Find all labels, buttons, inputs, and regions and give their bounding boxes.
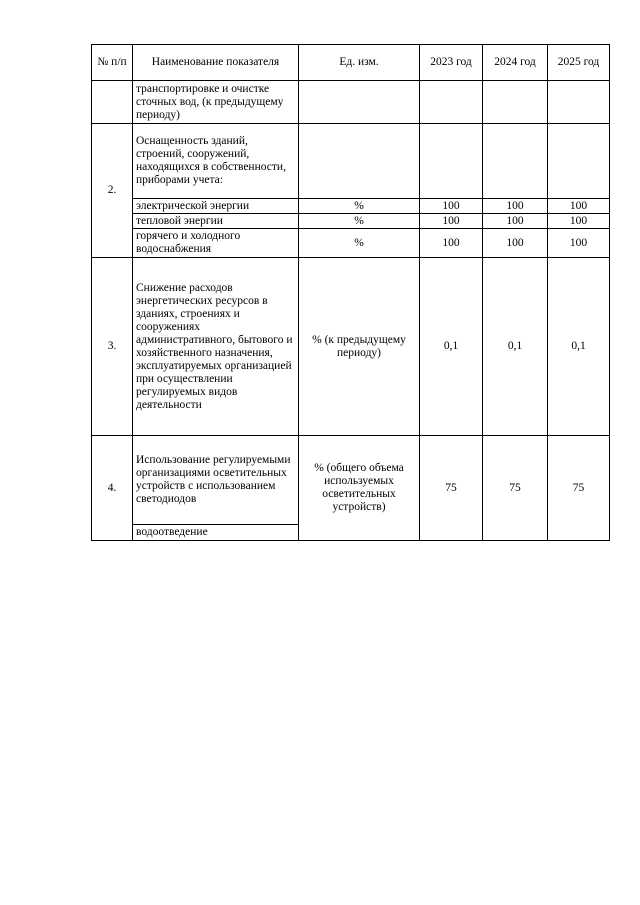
indicators-table [91,44,610,541]
table-row-3 [92,258,610,436]
cont-name: транспортировке и очистке сточных вод, (к предыдущему периоду) [133,81,299,124]
header-2025: 2025 год [548,45,610,81]
header-2023: 2023 год [420,45,483,81]
row2-sub1-2024: 100 [483,214,548,229]
row3-2023: 0,1 [420,258,483,436]
row2-sub1-name: тепловой энергии [133,214,299,229]
row2-sub2-unit: % [299,229,420,258]
row4-name: Использование регулируемыми организациями осветительных устройств с использованием светодиодов [133,436,299,525]
row2-2023 [420,124,483,199]
table-row-2 [92,124,610,199]
header-unit: Ед. изм. [299,45,420,81]
row2-sub1-unit: % [299,214,420,229]
row2-2025 [548,124,610,199]
cont-2024 [483,81,548,124]
cont-2023 [420,81,483,124]
row4-2023: 75 [420,436,483,541]
table-row-continuation [92,81,610,124]
row4-num: 4. [92,436,133,541]
row2-sub0-unit: % [299,199,420,214]
row2-num: 2. [92,124,133,258]
row2-sub0-2024: 100 [483,199,548,214]
row4-sub-name: водоотведение [133,525,299,541]
row2-sub2-2023: 100 [420,229,483,258]
row4-2025: 75 [548,436,610,541]
row3-num: 3. [92,258,133,436]
cont-unit [299,81,420,124]
row3-name: Снижение расходов энергетических ресурсов в зданиях, строениях и сооружениях административного, бытового и хозяйственного назначения, эксплуатируемых организацией при осуществлении регулируемых видов деятельности [133,258,299,436]
row4-unit: % (общего объема используемых осветительных устройств) [299,436,420,541]
row2-sub0-2023: 100 [420,199,483,214]
table-header-row [92,45,610,81]
row4-2024: 75 [483,436,548,541]
row2-sub2-2024: 100 [483,229,548,258]
row2-sub2-name: горячего и холодного водоснабжения [133,229,299,258]
header-name: Наименование показателя [133,45,299,81]
table-row-2-electric [92,199,610,214]
row2-name: Оснащенность зданий, строений, сооружений, находящихся в собственности, приборами учета: [133,124,299,199]
header-2024: 2024 год [483,45,548,81]
row2-2024 [483,124,548,199]
cont-2025 [548,81,610,124]
row3-2024: 0,1 [483,258,548,436]
row2-sub0-name: электрической энергии [133,199,299,214]
row2-sub2-2025: 100 [548,229,610,258]
table-row-2-heat [92,214,610,229]
header-num: № п/п [92,45,133,81]
row3-unit: % (к предыдущему периоду) [299,258,420,436]
row3-2025: 0,1 [548,258,610,436]
row2-sub0-2025: 100 [548,199,610,214]
cont-num [92,81,133,124]
row2-sub1-2025: 100 [548,214,610,229]
table-row-2-water [92,229,610,258]
row2-sub1-2023: 100 [420,214,483,229]
table-row-4 [92,436,610,525]
row2-unit [299,124,420,199]
